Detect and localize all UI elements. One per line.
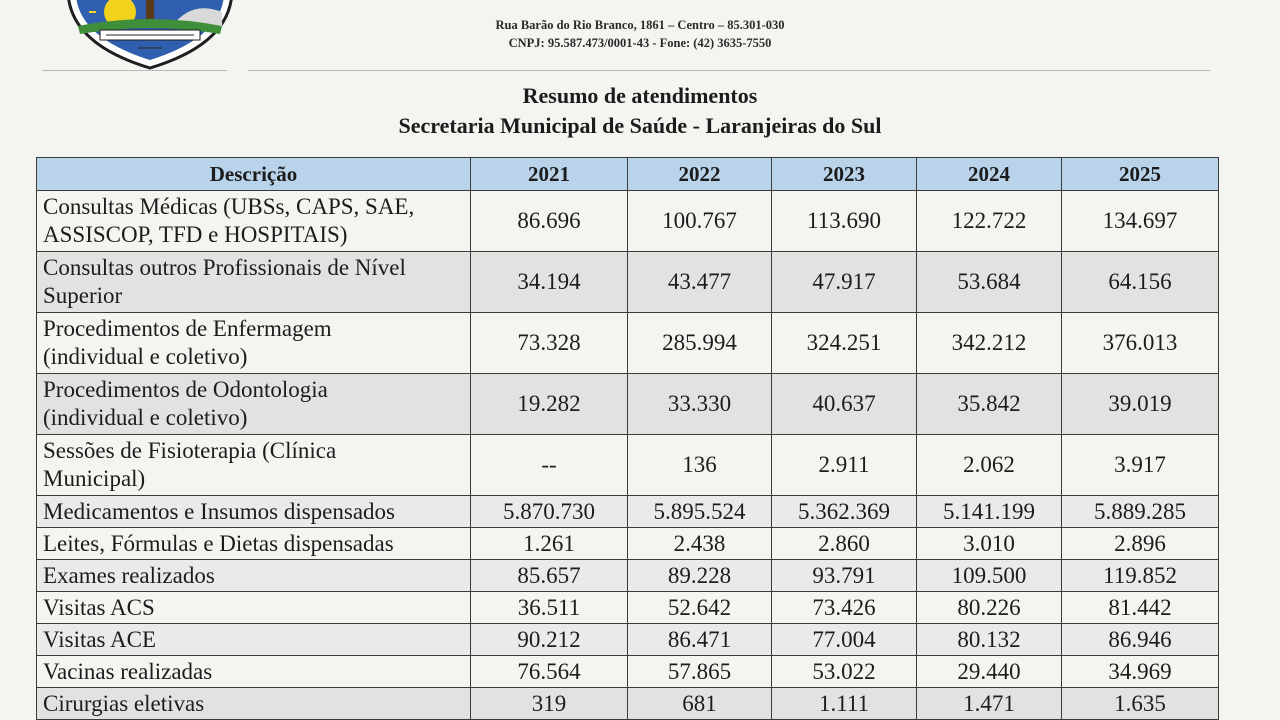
row-label: Cirurgias eletivas bbox=[37, 688, 471, 720]
value-cell: -- bbox=[471, 435, 628, 496]
value-cell: 80.132 bbox=[917, 624, 1062, 656]
value-cell: 100.767 bbox=[628, 191, 772, 252]
table-row bbox=[37, 560, 1219, 592]
value-cell: 3.917 bbox=[1062, 435, 1219, 496]
value-cell: 53.684 bbox=[917, 252, 1062, 313]
table-row bbox=[37, 688, 1219, 720]
value-cell: 86.946 bbox=[1062, 624, 1219, 656]
value-cell: 136 bbox=[628, 435, 772, 496]
value-cell: 47.917 bbox=[772, 252, 917, 313]
value-cell: 29.440 bbox=[917, 656, 1062, 688]
value-cell: 77.004 bbox=[772, 624, 917, 656]
column-header-2025: 2025 bbox=[1062, 158, 1219, 191]
value-cell: 134.697 bbox=[1062, 191, 1219, 252]
value-cell: 86.471 bbox=[628, 624, 772, 656]
table-row bbox=[37, 528, 1219, 560]
value-cell: 113.690 bbox=[772, 191, 917, 252]
table-header-row bbox=[37, 158, 1219, 191]
row-label: Visitas ACS bbox=[37, 592, 471, 624]
value-cell: 64.156 bbox=[1062, 252, 1219, 313]
document-subtitle: Secretaria Municipal de Saúde - Laranjeiras do Sul bbox=[398, 113, 882, 138]
value-cell: 285.994 bbox=[628, 313, 772, 374]
row-label: Procedimentos de Odontologia (individual e coletivo) bbox=[37, 374, 471, 435]
value-cell: 2.860 bbox=[772, 528, 917, 560]
value-cell: 73.426 bbox=[772, 592, 917, 624]
value-cell: 33.330 bbox=[628, 374, 772, 435]
value-cell: 1.261 bbox=[471, 528, 628, 560]
value-cell: 2.062 bbox=[917, 435, 1062, 496]
value-cell: 342.212 bbox=[917, 313, 1062, 374]
value-cell: 5.889.285 bbox=[1062, 496, 1219, 528]
row-label: Visitas ACE bbox=[37, 624, 471, 656]
value-cell: 5.362.369 bbox=[772, 496, 917, 528]
cnpj-phone-line: CNPJ: 95.587.473/0001-43 - Fone: (42) 3635-7550 bbox=[508, 36, 772, 50]
value-cell: 2.438 bbox=[628, 528, 772, 560]
row-label: Vacinas realizadas bbox=[37, 656, 471, 688]
row-label: Medicamentos e Insumos dispensados bbox=[37, 496, 471, 528]
table-row bbox=[37, 656, 1219, 688]
table-row bbox=[37, 374, 1219, 435]
value-cell: 109.500 bbox=[917, 560, 1062, 592]
table-row bbox=[37, 592, 1219, 624]
value-cell: 39.019 bbox=[1062, 374, 1219, 435]
table-row bbox=[37, 496, 1219, 528]
value-cell: 681 bbox=[628, 688, 772, 720]
value-cell: 122.722 bbox=[917, 191, 1062, 252]
value-cell: 52.642 bbox=[628, 592, 772, 624]
row-label: Sessões de Fisioterapia (Clínica Municipal) bbox=[37, 435, 471, 496]
value-cell: 1.471 bbox=[917, 688, 1062, 720]
value-cell: 34.194 bbox=[471, 252, 628, 313]
value-cell: 3.010 bbox=[917, 528, 1062, 560]
header-contact bbox=[440, 16, 840, 52]
value-cell: 1.635 bbox=[1062, 688, 1219, 720]
value-cell: 40.637 bbox=[772, 374, 917, 435]
value-cell: 319 bbox=[471, 688, 628, 720]
column-header-2024: 2024 bbox=[917, 158, 1062, 191]
value-cell: 93.791 bbox=[772, 560, 917, 592]
value-cell: 5.141.199 bbox=[917, 496, 1062, 528]
row-label: Consultas outros Profissionais de Nível Superior bbox=[37, 252, 471, 313]
value-cell: 119.852 bbox=[1062, 560, 1219, 592]
row-label: Exames realizados bbox=[37, 560, 471, 592]
column-header-2023: 2023 bbox=[772, 158, 917, 191]
table-row bbox=[37, 313, 1219, 374]
value-cell: 53.022 bbox=[772, 656, 917, 688]
value-cell: 35.842 bbox=[917, 374, 1062, 435]
attendance-summary-table bbox=[36, 157, 1219, 720]
value-cell: 90.212 bbox=[471, 624, 628, 656]
value-cell: 73.328 bbox=[471, 313, 628, 374]
value-cell: 2.911 bbox=[772, 435, 917, 496]
value-cell: 43.477 bbox=[628, 252, 772, 313]
row-label: Leites, Fórmulas e Dietas dispensadas bbox=[37, 528, 471, 560]
row-label: Procedimentos de Enfermagem (individual e coletivo) bbox=[37, 313, 471, 374]
value-cell: 376.013 bbox=[1062, 313, 1219, 374]
column-header-descricao: Descrição bbox=[37, 158, 471, 191]
value-cell: 5.895.524 bbox=[628, 496, 772, 528]
value-cell: 324.251 bbox=[772, 313, 917, 374]
value-cell: 57.865 bbox=[628, 656, 772, 688]
value-cell: 34.969 bbox=[1062, 656, 1219, 688]
address-line: Rua Barão do Rio Branco, 1861 – Centro – 85.301-030 bbox=[495, 18, 785, 32]
value-cell: 5.870.730 bbox=[471, 496, 628, 528]
value-cell: 81.442 bbox=[1062, 592, 1219, 624]
value-cell: 19.282 bbox=[471, 374, 628, 435]
column-header-2022: 2022 bbox=[628, 158, 772, 191]
table-row bbox=[37, 435, 1219, 496]
table-row bbox=[37, 624, 1219, 656]
table-row bbox=[37, 191, 1219, 252]
value-cell: 85.657 bbox=[471, 560, 628, 592]
document-title: Resumo de atendimentos bbox=[522, 83, 758, 108]
header-divider-right bbox=[248, 70, 1210, 71]
value-cell: 86.696 bbox=[471, 191, 628, 252]
value-cell: 1.111 bbox=[772, 688, 917, 720]
municipal-crest-logo bbox=[62, 0, 238, 70]
value-cell: 2.896 bbox=[1062, 528, 1219, 560]
value-cell: 80.226 bbox=[917, 592, 1062, 624]
table-row bbox=[37, 252, 1219, 313]
value-cell: 36.511 bbox=[471, 592, 628, 624]
column-header-2021: 2021 bbox=[471, 158, 628, 191]
value-cell: 76.564 bbox=[471, 656, 628, 688]
row-label: Consultas Médicas (UBSs, CAPS, SAE, ASSISCOP, TFD e HOSPITAIS) bbox=[37, 191, 471, 252]
header-divider-left bbox=[42, 70, 227, 71]
value-cell: 89.228 bbox=[628, 560, 772, 592]
